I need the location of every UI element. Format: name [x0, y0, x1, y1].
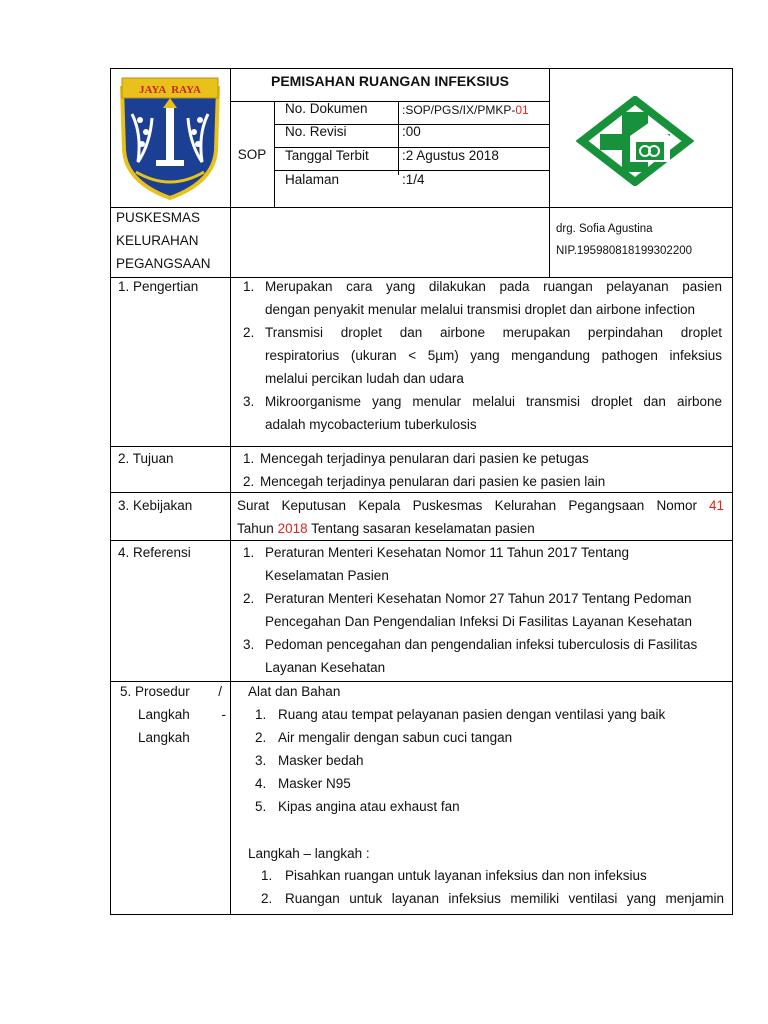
org-line-2: KELURAHAN — [116, 233, 199, 248]
section-label-prosedur-line-1 — [120, 680, 222, 703]
no-dokumen-prefix: :SOP/PGS/IX/PMKP- — [402, 103, 516, 117]
langkah-item-2-number: 2. — [261, 891, 273, 906]
tujuan-item-2-text: Mencegah terjadinya penularan dari pasien ke pasien lain — [260, 474, 606, 489]
pengertian-item-3-line-2: adalah mycobacterium tuberkulosis — [265, 417, 477, 432]
kebijakan-tahun: 2018 — [277, 521, 308, 536]
alat-item-1-number: 1. — [255, 707, 267, 722]
pengertian-item-2-line-3: melalui percikan ludah dan udara — [265, 371, 464, 386]
tujuan-item-2-number: 2. — [243, 474, 255, 489]
pengertian-item-2-number: 2. — [243, 325, 255, 340]
section-label-referensi: 4. Referensi — [118, 545, 191, 560]
langkah-title: Langkah – langkah : — [248, 846, 370, 861]
alat-item-4-text: Masker N95 — [278, 776, 351, 791]
alat-item-3-text: Masker bedah — [278, 753, 364, 768]
table-top-border — [110, 68, 733, 69]
section-label-prosedur-line-3: Langkah — [138, 730, 190, 745]
referensi-item-2-line-1: Peraturan Menteri Kesehatan Nomor 27 Tahun 2017 Tentang Pedoman — [265, 591, 692, 606]
referensi-item-1-number: 1. — [243, 545, 255, 560]
field-value-tanggal-terbit: :2 Agustus 2018 — [402, 148, 499, 163]
field-value-no-dokumen — [402, 102, 529, 118]
field-label-no-revisi: No. Revisi — [285, 124, 347, 139]
jaya-raya-emblem-icon — [116, 74, 224, 202]
col-divider-field — [398, 101, 399, 175]
alat-item-1-text: Ruang atau tempat pelayanan pasien dengan ventilasi yang baik — [278, 707, 666, 722]
referensi-item-2-number: 2. — [243, 591, 255, 606]
col-divider-sop — [274, 101, 275, 207]
section-label-kebijakan: 3. Kebijakan — [118, 498, 193, 513]
sop-title: PEMISAHAN RUANGAN INFEKSIUS — [270, 73, 509, 89]
langkah-item-1-number: 1. — [261, 868, 273, 883]
kebijakan-tahun-label: Tahun — [237, 521, 274, 536]
pengertian-item-1-line-1: Merupakan cara yang dilakukan pada ruangan pelayanan pasien — [265, 279, 722, 294]
signer-nip: NIP.195980818199302200 — [556, 245, 693, 257]
puskesmas-cross-logo-icon — [576, 96, 694, 186]
referensi-item-3-number: 3. — [243, 637, 255, 652]
col-divider-logo-right — [549, 68, 550, 277]
field-label-tanggal-terbit: Tanggal Terbit — [285, 148, 369, 163]
section-label-prosedur-line-2 — [138, 703, 226, 726]
header-bottom-line — [110, 207, 733, 208]
no-dokumen-suffix: 01 — [515, 103, 529, 117]
kebijakan-line-1-text: Surat Keputusan Kepala Puskesmas Kelurahan Pegangsaan Nomor — [237, 498, 697, 513]
sop-label: SOP — [237, 147, 267, 162]
langkah-item-1-text: Pisahkan ruangan untuk layanan infeksius dan non infeksius — [285, 868, 647, 883]
pengertian-item-1-number: 1. — [243, 279, 255, 294]
field-row-line-3 — [274, 170, 550, 171]
field-label-no-dokumen: No. Dokumen — [285, 101, 368, 116]
prosedur-label-dash: - — [221, 707, 226, 722]
kebijakan-line-2 — [237, 517, 535, 540]
pengertian-item-2-line-1: Transmisi droplet dan airbone merupakan perpindahan droplet — [265, 325, 722, 340]
alat-item-3-number: 3. — [255, 753, 267, 768]
org-line-1: PUSKESMAS — [116, 210, 201, 225]
section-label-tujuan: 2. Tujuan — [118, 451, 174, 466]
org-line-3: PEGANGSAAN — [116, 256, 211, 271]
table-bottom-border — [110, 914, 733, 915]
kebijakan-line-2-rest: Tentang sasaran keselamatan pasien — [311, 521, 535, 536]
pengertian-item-2-line-2: respiratorius (ukuran < 5µm) yang mengandung pathogen infeksius — [265, 348, 722, 363]
pengertian-item-1-line-2: dengan penyakit menular melalui transmisi droplet dan airbone infection — [265, 302, 696, 317]
referensi-item-1-line-1: Peraturan Menteri Kesehatan Nomor 11 Tahun 2017 Tentang — [265, 545, 629, 560]
alat-item-5-number: 5. — [255, 799, 267, 814]
kebijakan-line-1 — [237, 494, 724, 517]
emblem-text: JAYA RAYA — [139, 84, 201, 96]
field-label-halaman: Halaman — [285, 172, 340, 187]
alat-item-2-text: Air mengalir dengan sabun cuci tangan — [278, 730, 513, 745]
referensi-item-3-line-1: Pedoman pencegahan dan pengendalian infeksi tuberculosis di Fasilitas — [265, 637, 698, 652]
alat-item-4-number: 4. — [255, 776, 267, 791]
alat-item-2-number: 2. — [255, 730, 267, 745]
kebijakan-nomor: 41 — [708, 498, 724, 513]
field-value-no-revisi: :00 — [402, 124, 421, 139]
pengertian-item-3-number: 3. — [243, 394, 255, 409]
pengertian-item-3-line-1: Mikroorganisme yang menular melalui transmisi droplet dan airbone — [265, 394, 722, 409]
field-value-halaman: :1/4 — [402, 172, 425, 187]
section-label-pengertian: 1. Pengertian — [118, 279, 199, 294]
referensi-item-2-line-2: Pencegahan Dan Pengendalian Infeksi Di Fasilitas Layanan Kesehatan — [265, 614, 693, 629]
prosedur-label-text: 5. Prosedur — [120, 684, 190, 699]
alat-dan-bahan-title: Alat dan Bahan — [248, 684, 341, 699]
tujuan-item-1-text: Mencegah terjadinya penularan dari pasien ke petugas — [260, 451, 589, 466]
prosedur-label-slash: / — [218, 684, 222, 699]
referensi-item-1-line-2: Keselamatan Pasien — [265, 568, 389, 583]
langkah-item-2-text: Ruangan untuk layanan infeksius memiliki ventilasi yang menjamin — [285, 891, 724, 906]
signer-name: drg. Sofia Agustina — [556, 223, 653, 235]
alat-item-5-text: Kipas angina atau exhaust fan — [278, 799, 460, 814]
tujuan-item-1-number: 1. — [243, 451, 255, 466]
prosedur-label-langkah-1: Langkah — [138, 707, 190, 722]
referensi-item-3-line-2: Layanan Kesehatan — [265, 660, 386, 675]
